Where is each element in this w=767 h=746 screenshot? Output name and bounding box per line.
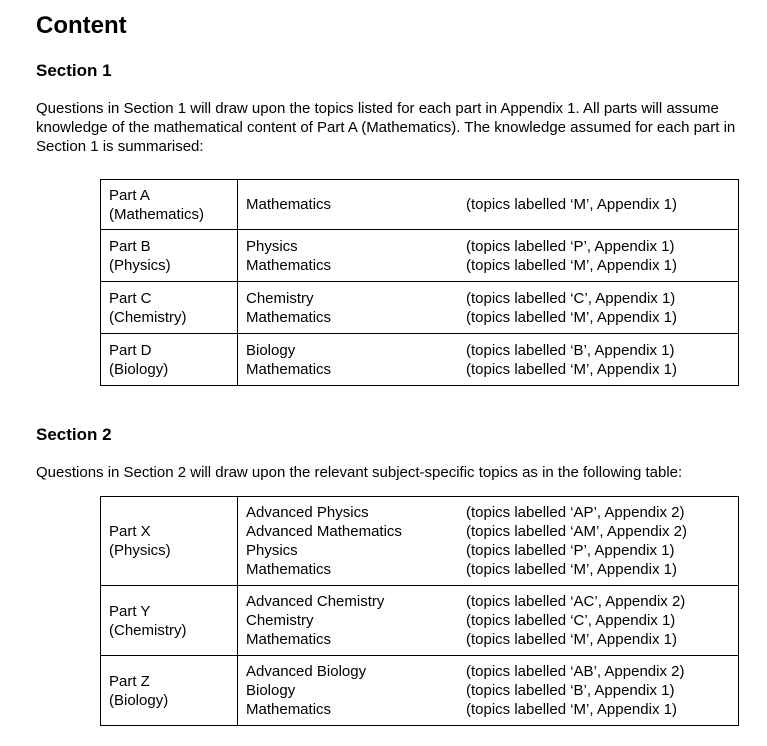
- table-row: [101, 497, 739, 586]
- topics-cell: [238, 586, 739, 656]
- topic-row: [246, 522, 738, 541]
- table-row: [101, 282, 739, 334]
- topic-row: [246, 237, 738, 256]
- table-row: [101, 656, 739, 726]
- topic-label: (topics labelled ‘AC’, Appendix 2): [466, 593, 686, 610]
- section-2-heading: Section 2: [36, 425, 112, 444]
- topic-subject: Mathematics: [246, 196, 332, 213]
- topic-row: [246, 592, 738, 611]
- topic-subject: Biology: [246, 682, 296, 699]
- topic-subject: Mathematics: [246, 701, 332, 718]
- section-1-table: [100, 179, 739, 386]
- section-1-paragraph: Questions in Section 1 will draw upon the topics listed for each part in Appendix 1. All parts will assume knowledge of the mathematical content of Part A (Mathematics). The knowledge assumed for each part in Section 1 is summarised:: [36, 100, 736, 155]
- part-subject: (Physics): [109, 256, 171, 274]
- topic-label: (topics labelled ‘AB’, Appendix 2): [466, 663, 685, 680]
- topic-label: (topics labelled ‘AP’, Appendix 2): [466, 504, 685, 521]
- part-name: Part Y: [109, 602, 151, 620]
- topic-row: [246, 662, 738, 681]
- topics-cell: [238, 180, 739, 230]
- part-name: Part D: [109, 341, 152, 359]
- section-2-table: [100, 496, 739, 726]
- section-2-paragraph: Questions in Section 2 will draw upon the relevant subject-specific topics as in the following table:: [36, 464, 683, 481]
- part-subject: (Physics): [109, 542, 171, 559]
- table-row: [101, 180, 739, 230]
- topic-row: [246, 289, 738, 308]
- topic-row: [246, 560, 738, 579]
- topic-subject: Mathematics: [246, 308, 332, 326]
- topic-row: [246, 195, 738, 214]
- topic-label: (topics labelled ‘M’, Appendix 1): [466, 256, 677, 274]
- topic-row: [246, 630, 738, 649]
- part-cell: [101, 656, 238, 726]
- topic-subject: Biology: [246, 341, 296, 359]
- part-cell: [101, 497, 238, 586]
- section-1-heading: Section 1: [36, 61, 112, 80]
- topic-subject: Advanced Physics: [246, 504, 369, 521]
- topic-subject: Advanced Chemistry: [246, 593, 385, 610]
- part-name: Part Z: [109, 672, 150, 690]
- topic-row: [246, 360, 738, 379]
- part-subject: (Biology): [109, 691, 169, 709]
- topics-cell: [238, 334, 739, 386]
- topic-row: [246, 503, 738, 522]
- topic-subject: Physics: [246, 542, 298, 559]
- topic-label: (topics labelled ‘C’, Appendix 1): [466, 612, 676, 629]
- section-1-table-body: [101, 180, 739, 386]
- part-cell: [101, 586, 238, 656]
- topic-label: (topics labelled ‘M’, Appendix 1): [466, 631, 677, 648]
- topic-subject: Mathematics: [246, 631, 332, 648]
- part-name: Part X: [109, 523, 151, 540]
- topic-row: [246, 541, 738, 560]
- topics-cell: [238, 230, 739, 282]
- part-name: Part A: [109, 186, 150, 204]
- topics-cell: [238, 656, 739, 726]
- topic-subject: Advanced Mathematics: [246, 523, 402, 540]
- topic-label: (topics labelled ‘C’, Appendix 1): [466, 289, 676, 307]
- part-name: Part C: [109, 289, 152, 307]
- topic-subject: Mathematics: [246, 360, 332, 378]
- topic-label: (topics labelled ‘P’, Appendix 1): [466, 542, 675, 559]
- topic-subject: Chemistry: [246, 289, 314, 307]
- topics-cell: [238, 497, 739, 586]
- topic-subject: Chemistry: [246, 612, 314, 629]
- topic-row: [246, 308, 738, 327]
- topic-row: [246, 611, 738, 630]
- page-title: Content: [36, 12, 127, 39]
- topic-subject: Mathematics: [246, 561, 332, 578]
- topic-label: (topics labelled ‘M’, Appendix 1): [466, 561, 677, 578]
- topics-cell: [238, 282, 739, 334]
- topic-row: [246, 700, 738, 719]
- part-subject: (Chemistry): [109, 621, 187, 639]
- topic-label: (topics labelled ‘M’, Appendix 1): [466, 701, 677, 718]
- topic-row: [246, 256, 738, 275]
- topic-label: (topics labelled ‘M’, Appendix 1): [466, 360, 677, 378]
- topic-label: (topics labelled ‘B’, Appendix 1): [466, 682, 675, 699]
- section-2-table-body: [101, 497, 739, 726]
- table-row: [101, 586, 739, 656]
- topic-label: (topics labelled ‘AM’, Appendix 2): [466, 523, 687, 540]
- table-row: [101, 334, 739, 386]
- topic-label: (topics labelled ‘B’, Appendix 1): [466, 341, 675, 359]
- part-cell: [101, 334, 238, 386]
- part-subject: (Mathematics): [109, 205, 205, 223]
- topic-subject: Advanced Biology: [246, 663, 367, 680]
- part-cell: [101, 180, 238, 230]
- part-cell: [101, 282, 238, 334]
- topic-subject: Physics: [246, 237, 298, 255]
- part-subject: (Biology): [109, 360, 169, 378]
- topic-row: [246, 341, 738, 360]
- topic-label: (topics labelled ‘M’, Appendix 1): [466, 308, 677, 326]
- topic-row: [246, 681, 738, 700]
- topic-label: (topics labelled ‘M’, Appendix 1): [466, 196, 677, 213]
- part-name: Part B: [109, 237, 151, 255]
- part-cell: [101, 230, 238, 282]
- topic-subject: Mathematics: [246, 256, 332, 274]
- topic-label: (topics labelled ‘P’, Appendix 1): [466, 237, 675, 255]
- table-row: [101, 230, 739, 282]
- part-subject: (Chemistry): [109, 308, 187, 326]
